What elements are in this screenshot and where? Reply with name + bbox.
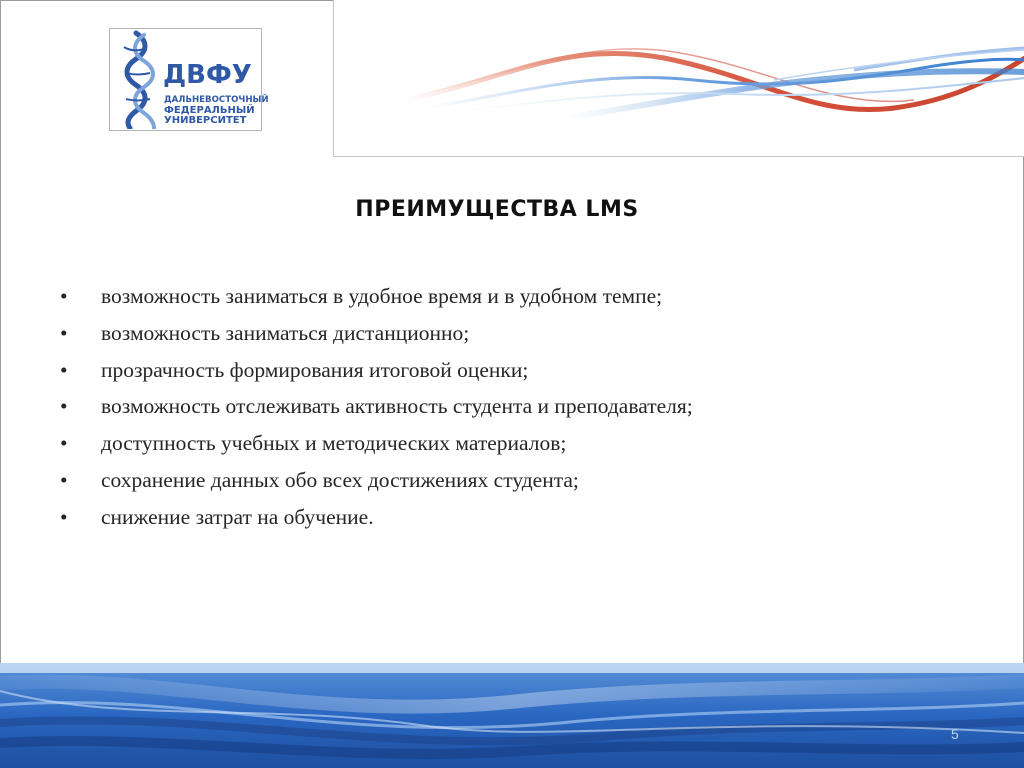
list-item-text: сохранение данных обо всех достижениях студента; bbox=[101, 467, 579, 492]
list-item-text: снижение затрат на обучение. bbox=[101, 504, 374, 529]
bullet-icon: • bbox=[60, 504, 68, 529]
header-banner bbox=[333, 0, 1024, 157]
logo-title: ДВФУ bbox=[163, 60, 252, 90]
list-item-text: доступность учебных и методических материалов; bbox=[101, 431, 567, 456]
list-item-text: возможность отслеживать активность студента и преподавателя; bbox=[101, 394, 693, 419]
dna-helix-icon bbox=[114, 29, 164, 129]
bullet-icon: • bbox=[60, 394, 68, 419]
bullet-icon: • bbox=[60, 357, 68, 382]
logo-subtitle bbox=[164, 95, 269, 127]
bullet-icon: • bbox=[60, 320, 68, 345]
logo-subtitle-line: УНИВЕРСИТЕТ bbox=[164, 115, 247, 126]
logo-subtitle-line: ДАЛЬНЕВОСТОЧНЫЙ bbox=[164, 95, 269, 105]
header-waves-graphic bbox=[334, 0, 1024, 156]
bullet-icon: • bbox=[60, 467, 68, 492]
footer-waves-graphic bbox=[0, 663, 1024, 768]
university-logo bbox=[109, 28, 269, 131]
logo-subtitle-line: ФЕДЕРАЛЬНЫЙ bbox=[164, 104, 255, 116]
page-number: 5 bbox=[951, 726, 959, 742]
list-item-text: возможность заниматься в удобное время и в удобном темпе; bbox=[101, 284, 663, 308]
list-item-text: возможность заниматься дистанционно; bbox=[101, 320, 470, 345]
bullet-icon: • bbox=[60, 431, 68, 456]
list-item-text: прозрачность формирования итоговой оценки; bbox=[101, 357, 529, 382]
slide-title: ПРЕИМУЩЕСТВА LMS bbox=[355, 197, 639, 222]
bullet-icon: • bbox=[60, 284, 68, 308]
